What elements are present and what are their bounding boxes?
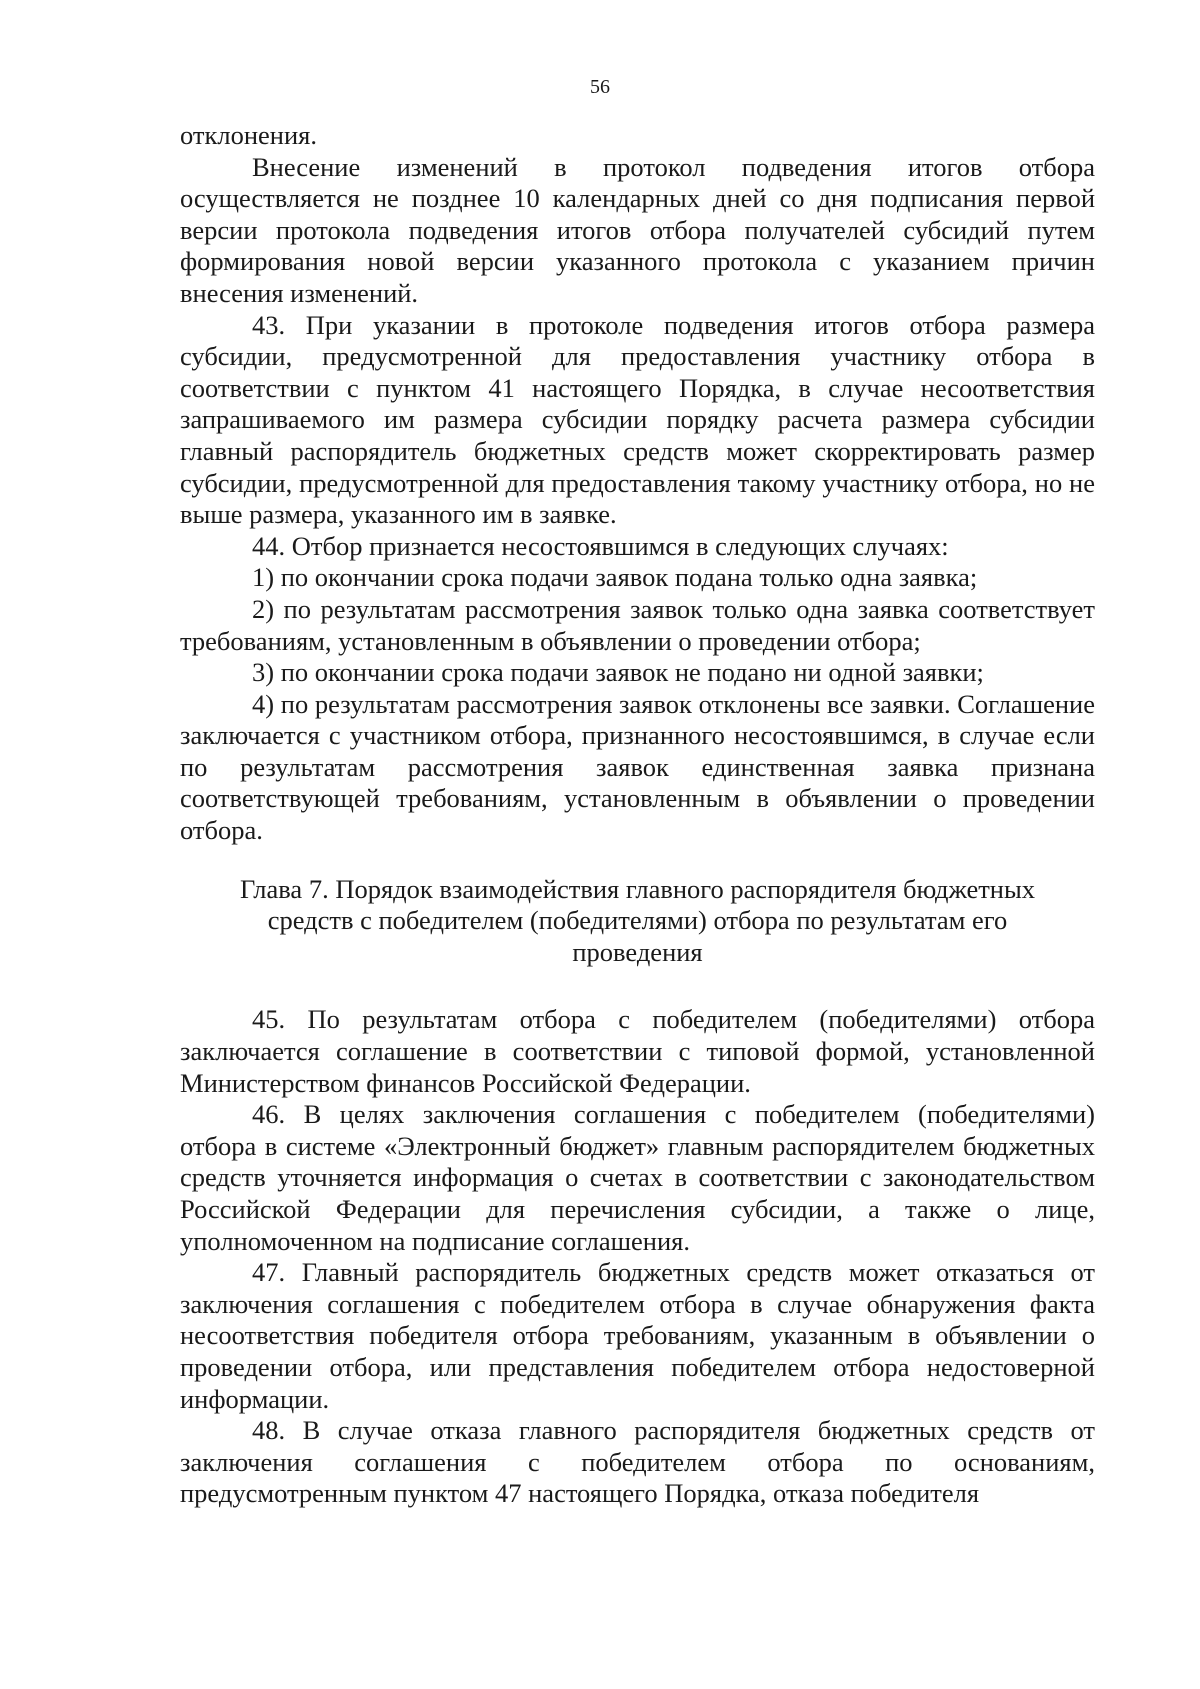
list-item-2: 2) по результатам рассмотрения заявок только одна заявка соответствует требованиям, установленным в объявлении о проведении отбора; xyxy=(180,593,1095,656)
list-item-3: 3) по окончании срока подачи заявок не подано ни одной заявки; xyxy=(252,657,984,688)
paragraph-43: 43. При указании в протоколе подведения итогов отбора размера субсидии, предусмотренной для предоставления участнику отбора в соответствии с пунктом 41 настоящего Порядка, в случае несоответствия запрашиваемого им размера субсидии порядку расчета размера субсидии главный распорядитель бюджетных средств может скорректировать размер субсидии, предусмотренной для предоставления такому участнику отбора, но не выше размера, указанного им в заявке. xyxy=(180,309,1095,530)
list-item-1: 1) по окончании срока подачи заявок подана только одна заявка; xyxy=(252,562,978,593)
paragraph-44: 44. Отбор признается несостоявшимся в следующих случаях: xyxy=(252,530,949,561)
paragraph-45: 45. По результатам отбора с победителем (победителями) отбора заключается соглашение в соответствии с типовой формой, установленной Министерством финансов Российской Федерации. xyxy=(180,1004,1095,1098)
paragraph-46: 46. В целях заключения соглашения с победителем (победителями) отбора в системе «Электронный бюджет» главным распорядителем бюджетных средств уточняется информация о счетах в соответствии с законодательством Российской Федерации для перечисления субсидии, а также о лице, уполномоченном на подписание соглашения. xyxy=(180,1099,1095,1256)
document-body xyxy=(180,120,1095,1510)
page-number: 56 xyxy=(590,76,610,98)
paragraph-47: 47. Главный распорядитель бюджетных средств может отказаться от заключения соглашения с победителем отбора в случае обнаружения факта несоответствия победителя отбора требованиям, указанным в объявлении о проведении отбора, или представления победителем отбора недостоверной информации. xyxy=(180,1257,1095,1414)
list-item-4: 4) по результатам рассмотрения заявок отклонены все заявки. Соглашение заключается с участником отбора, признанного несостоявшимся, в случае если по результатам рассмотрения заявок единственная заявка признана соответствующей требованиям, установленным в объявлении о проведении отбора. xyxy=(180,688,1095,846)
paragraph-amendments: Внесение изменений в протокол подведения итогов отбора осуществляется не позднее 10 календарных дней со дня подписания первой версии протокола подведения итогов отбора получателей субсидий путем формирования новой версии указанного протокола с указанием причин внесения изменений. xyxy=(180,151,1095,308)
chapter-heading: Глава 7. Порядок взаимодействия главного распорядителя бюджетных средств с победителем (победителями) отбора по результатам его проведения xyxy=(239,873,1036,967)
paragraph-continuation: отклонения. xyxy=(180,120,317,150)
paragraph-48: 48. В случае отказа главного распорядителя бюджетных средств от заключения соглашения с победителем отбора по основаниям, предусмотренным пунктом 47 настоящего Порядка, отказа победителя xyxy=(180,1415,1095,1509)
